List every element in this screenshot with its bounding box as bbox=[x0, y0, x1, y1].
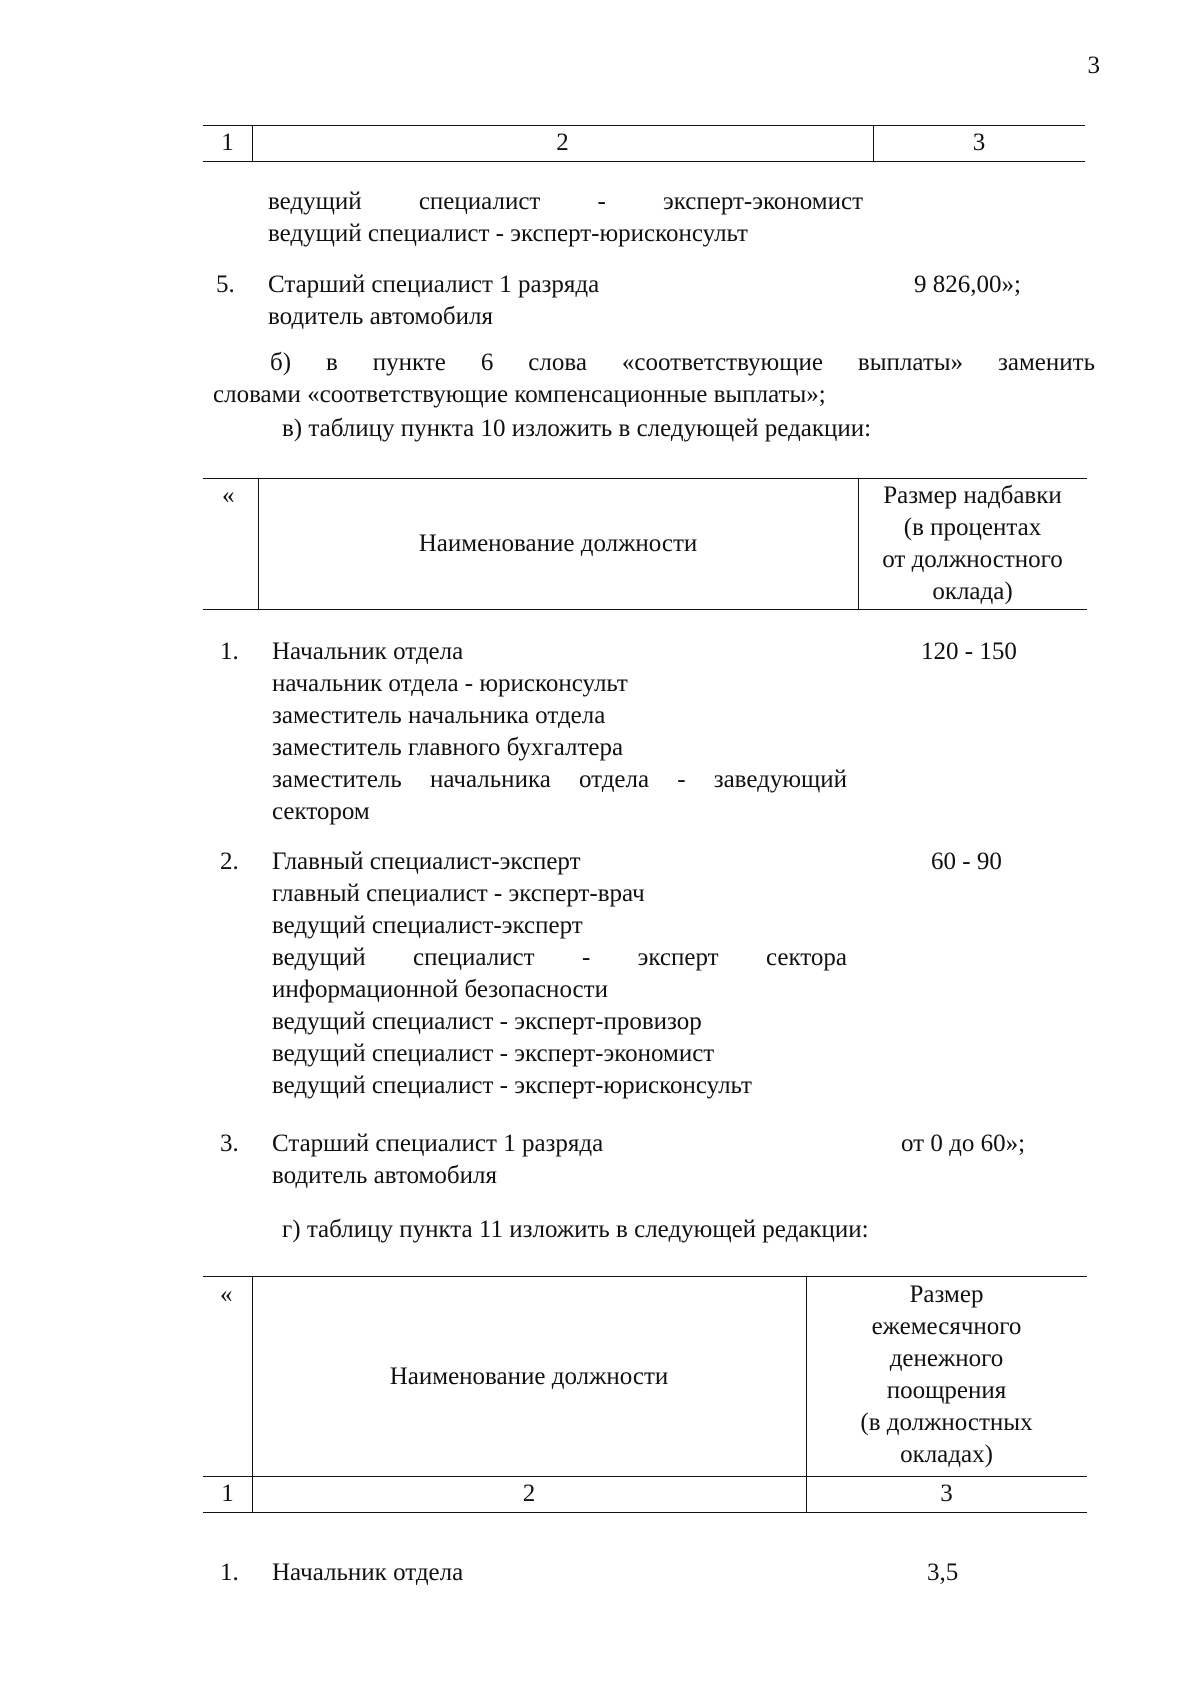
position-lines bbox=[268, 269, 863, 333]
table-11-line bbox=[203, 1276, 1087, 1277]
header-line: Размер bbox=[909, 1281, 984, 1308]
column-header-name: Наименование должности bbox=[418, 530, 698, 557]
column-header-value bbox=[858, 480, 1087, 608]
table-11-line bbox=[203, 1476, 1087, 1477]
table-top-line bbox=[203, 161, 1085, 162]
position-line: ведущий специалист - эксперт-экономист bbox=[268, 188, 863, 215]
position-line: водитель автомобиля bbox=[272, 1162, 497, 1189]
column-number: 1 bbox=[221, 1480, 234, 1507]
row-number: 2. bbox=[220, 848, 239, 875]
table-10-line bbox=[203, 478, 1087, 479]
position-line: ведущий специалист - эксперт-юрисконсульт bbox=[268, 220, 748, 247]
column-header: 2 bbox=[556, 129, 569, 156]
position-line: Старший специалист 1 разряда bbox=[268, 271, 600, 298]
header-line: денежного bbox=[889, 1345, 1004, 1372]
header-line: Размер надбавки bbox=[883, 482, 1062, 509]
position-line: водитель автомобиля bbox=[268, 303, 493, 330]
table-11-line bbox=[203, 1512, 1087, 1513]
table-row bbox=[268, 186, 863, 250]
position-line: ведущий специалист - эксперт сектора bbox=[272, 944, 847, 971]
column-header: 1 bbox=[221, 129, 234, 156]
table-top-line bbox=[203, 125, 1085, 126]
paragraph-v: в) таблицу пункта 10 изложить в следующей редакции: bbox=[282, 415, 872, 442]
header-line: оклада) bbox=[932, 578, 1013, 605]
table-11-divider bbox=[252, 1276, 253, 1512]
row-number: 5. bbox=[216, 271, 235, 298]
table-10-line bbox=[203, 609, 1087, 610]
header-line: поощрения bbox=[886, 1377, 1007, 1404]
position-line: информационной безопасности bbox=[272, 976, 608, 1003]
position-lines bbox=[272, 846, 847, 1102]
paragraph-g: г) таблицу пункта 11 изложить в следующей редакции: bbox=[282, 1216, 869, 1243]
row-number: 1. bbox=[220, 638, 239, 665]
position-line: ведущий специалист - эксперт-провизор bbox=[272, 1008, 702, 1035]
header-line: (в процентах bbox=[903, 514, 1042, 541]
position-lines bbox=[272, 636, 847, 828]
position-line: ведущий специалист-эксперт bbox=[272, 912, 583, 939]
header-line: (в должностных bbox=[860, 1409, 1033, 1436]
column-header-name: Наименование должности bbox=[389, 1363, 669, 1390]
position-line: Старший специалист 1 разряда bbox=[272, 1130, 604, 1157]
position-line: Главный специалист-эксперт bbox=[272, 848, 581, 875]
row-number: 1. bbox=[220, 1559, 239, 1586]
column-number: 3 bbox=[940, 1480, 953, 1507]
row-value: 120 - 150 bbox=[921, 638, 1017, 665]
paragraph-b-line2: словами «соответствующие компенсационные выплаты»; bbox=[213, 381, 826, 408]
position-line: ведущий специалист - эксперт-экономист bbox=[272, 1040, 715, 1067]
column-header: 3 bbox=[972, 129, 986, 156]
row-value: 9 826,00»; bbox=[914, 271, 1021, 298]
position-line: сектором bbox=[272, 798, 370, 825]
header-line: от должностного bbox=[882, 546, 1063, 573]
position-line: ведущий специалист - эксперт-юрисконсульт bbox=[272, 1072, 752, 1099]
position-line: Начальник отдела bbox=[272, 1559, 464, 1586]
position-lines bbox=[272, 1128, 847, 1192]
column-number: 2 bbox=[522, 1480, 536, 1507]
quote-mark: « bbox=[222, 482, 235, 509]
position-line: заместитель начальника отдела bbox=[272, 702, 606, 729]
column-header-value bbox=[806, 1279, 1087, 1471]
row-value: от 0 до 60»; bbox=[901, 1130, 1026, 1157]
position-line: заместитель начальника отдела - заведующий bbox=[272, 766, 847, 793]
position-line: Начальник отдела bbox=[272, 638, 464, 665]
position-line: заместитель главного бухгалтера bbox=[272, 734, 624, 761]
header-line: ежемесячного bbox=[871, 1313, 1022, 1340]
position-line: начальник отдела - юрисконсульт bbox=[272, 670, 628, 697]
paragraph-b-line1: б) в пункте 6 слова «соответствующие выплаты» заменить bbox=[270, 349, 1095, 376]
row-value: 60 - 90 bbox=[931, 848, 1002, 875]
page-number: 3 bbox=[1087, 52, 1100, 79]
row-number: 3. bbox=[220, 1130, 239, 1157]
position-line: главный специалист - эксперт-врач bbox=[272, 880, 645, 907]
header-line: окладах) bbox=[900, 1441, 993, 1468]
quote-mark: « bbox=[220, 1281, 233, 1308]
row-value: 3,5 bbox=[927, 1559, 959, 1586]
